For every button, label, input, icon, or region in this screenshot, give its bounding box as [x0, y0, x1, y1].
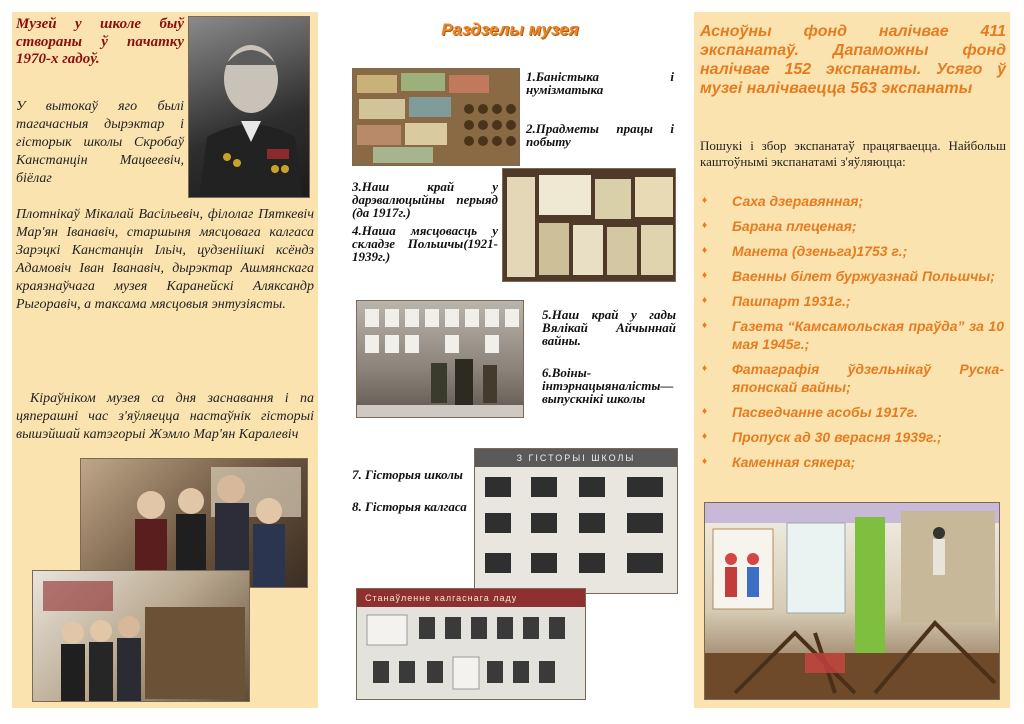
banknotes-photo — [352, 68, 520, 166]
museum-leader-text: Кіраўніком музея са дня заснавання і па цяперашні час з'яўляецца настаўнік гісторыі вышэйшай катэгорыі Жэмло Мар'ян Каралевіч — [16, 391, 314, 442]
section-6: 6.Воіны-інтэрнацыяналісты—выпускнікі школы — [542, 365, 674, 406]
list-item: ♦ Барана плеценая; — [702, 218, 857, 234]
diamond-bullet-icon: ♦ — [702, 320, 708, 331]
visitors-photo-1 — [80, 458, 308, 588]
intro-text: Музей у школе быў створаны ў пачатку 1970-х гадоў. — [16, 16, 184, 67]
documents-photo — [502, 168, 676, 282]
diamond-bullet-icon: ♦ — [702, 245, 708, 256]
section-4: 4.Наша мясцовасць у складзе Польшчы(1921-1939г.) — [352, 223, 498, 264]
list-item: ♦ Фатаграфія ўдзельнікаў Руска-японскай вайны; — [702, 361, 1004, 395]
list-item: ♦ Каменная сякера; — [702, 454, 856, 470]
middle-panel — [338, 12, 682, 708]
diamond-bullet-icon: ♦ — [702, 406, 708, 417]
list-item: ♦ Манета (дзеньга)1753 г.; — [702, 243, 908, 259]
section-5: 5.Наш край у гады Вялікай Айчыннай вайны. — [542, 307, 676, 348]
diamond-bullet-icon: ♦ — [702, 431, 708, 442]
list-item: ♦ Пропуск ад 30 верасня 1939г.; — [702, 429, 942, 445]
diamond-bullet-icon: ♦ — [702, 270, 708, 281]
valuable-exhibits-list — [700, 192, 1004, 478]
list-item: ♦ Ваенны білет буржуазнай Польшчы; — [702, 268, 995, 284]
wartime-exhibit-photo — [356, 300, 524, 418]
list-item: ♦ Пасведчанне асобы 1917г. — [702, 404, 918, 420]
section-3: 3.Наш край у дарэвалюцыйны перыяд (да 1917г.) — [352, 179, 498, 220]
right-panel — [694, 12, 1010, 708]
diamond-bullet-icon: ♦ — [702, 195, 708, 206]
list-item: ♦ Пашпарт 1931г.; — [702, 293, 851, 309]
sections-heading: Раздзелы музея — [441, 20, 579, 39]
list-item: ♦ Саха дзеравянная; — [702, 193, 864, 209]
list-item: ♦ Газета “Камсамольская праўда” за 10 мая 1945г.; — [702, 318, 1004, 352]
valuable-exhibits-lead: Пошукі і збор экспанатаў працягваецца. Найбольш каштоўнымі экспанатамі з'яўляюцца: — [700, 138, 1006, 169]
kolkhoz-history-caption: Станаўленне калгаснага ладу — [357, 589, 585, 607]
section-7: 7. Гісторыя школы — [352, 467, 463, 482]
founder-portrait — [188, 16, 310, 198]
founders-text-head: У вытокаў яго былі тагачасныя дырэктар і гісторык школы Скробаў Канстанцін Мацвеевіч, біёлаг — [16, 99, 184, 186]
section-1: 1.Баністыка і нумізматыка — [526, 69, 674, 97]
section-8: 8. Гісторыя калгаса — [352, 499, 467, 514]
visitors-photo-2 — [32, 570, 250, 702]
founders-text-rest: Плотнікаў Мікалай Васільевіч, філолаг Пяткевіч Мар'ян Іванавіч, старшыня мясцовага калгаса Зарэцкі Канстанцін Ільіч, цудзеніішкі ксёндз Адамовіч Іван Іванавіч, дырэктар Ашмянскага краязнаўчага музея Каранейскі Аляксандр Рыгоравіч, а таксама мясцовыя энтузіясты. — [16, 207, 314, 312]
museum-interior-photo — [704, 502, 1000, 700]
left-panel — [12, 12, 318, 708]
diamond-bullet-icon: ♦ — [702, 295, 708, 306]
school-history-caption: З ГІСТОРЫІ ШКОЛЫ — [475, 449, 677, 467]
diamond-bullet-icon: ♦ — [702, 456, 708, 467]
diamond-bullet-icon: ♦ — [702, 220, 708, 231]
diamond-bullet-icon: ♦ — [702, 363, 708, 374]
section-2: 2.Прадметы працы і побыту — [526, 121, 674, 149]
fund-summary-text: Асноўны фонд налічвае 411 экспанатаў. Дапаможны фонд налічвае 152 экспанаты. Усяго ў музеі налічваецца 563 экспанаты — [700, 23, 1006, 97]
kolkhoz-history-photo — [356, 588, 586, 700]
portrait-illustration — [189, 17, 310, 198]
school-history-photo — [474, 448, 678, 594]
